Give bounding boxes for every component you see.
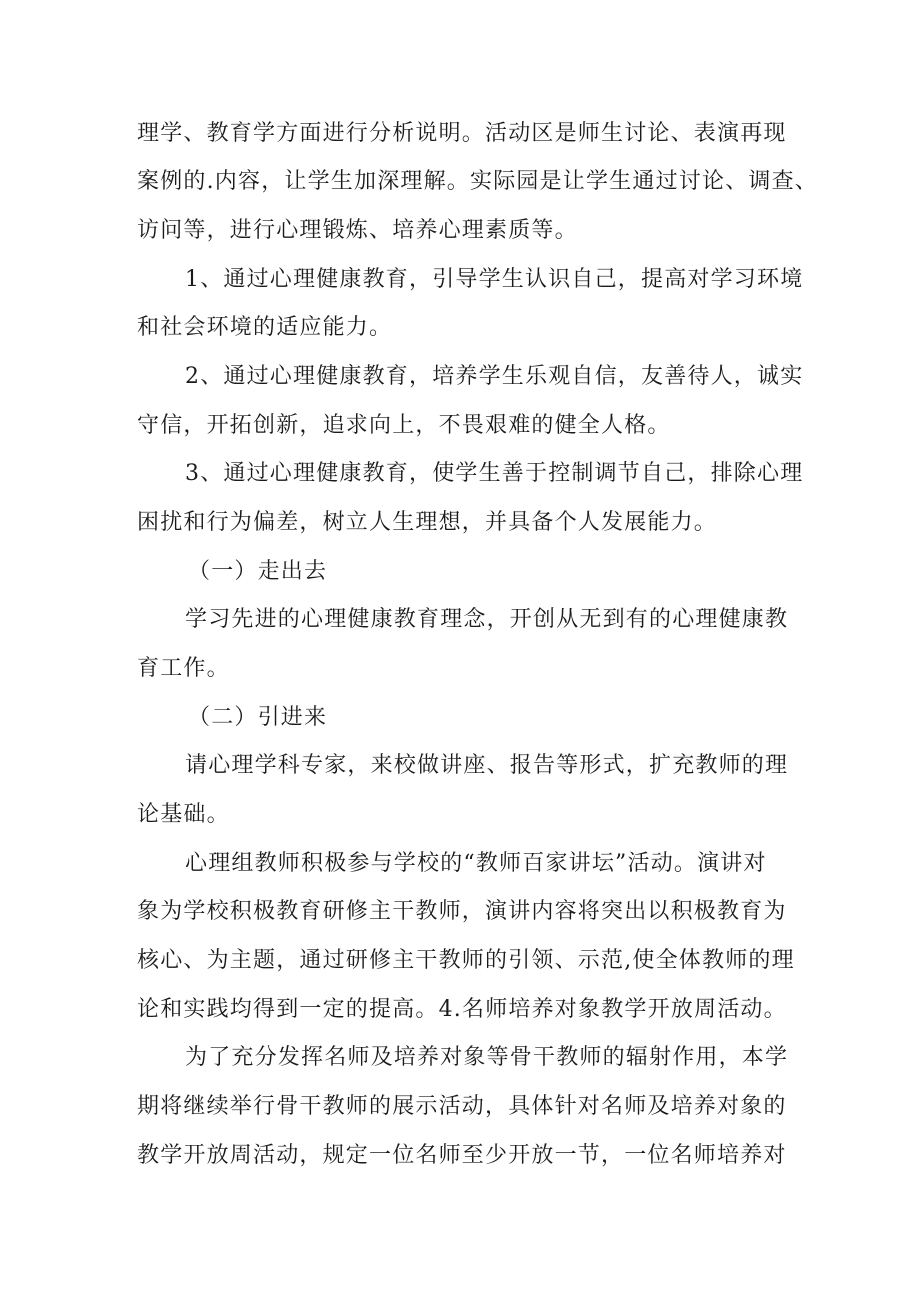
text-line: 核心、为主题，通过研修主干教师的引领、示范,使全体教师的理 xyxy=(137,948,795,973)
text-line: 教学开放周活动，规定一位名师至少开放一节，一位名师培养对 xyxy=(137,1143,787,1168)
text-line: 为了充分发挥名师及培养对象等骨干教师的辐射作用，本学 xyxy=(185,1045,789,1070)
text-line: 请心理学科专家，来校做讲座、报告等形式，扩充教师的理 xyxy=(185,753,789,778)
text-line: 育工作。 xyxy=(137,656,230,681)
section-heading: （二）引进来 xyxy=(188,705,328,730)
text-line: 期将继续举行骨干教师的展示活动，具体针对名师及培养对象的 xyxy=(137,1094,787,1119)
text-line: 象为学校积极教育研修主干教师，演讲内容将突出以积极教育为 xyxy=(137,899,787,924)
text-line: 心理组教师积极参与学校的“教师百家讲坛”活动。演讲对 xyxy=(185,851,767,876)
text-line: 2、通过心理健康教育，培养学生乐观自信，友善待人，诚实 xyxy=(185,364,804,389)
text-line: 论和实践均得到一定的提高。4.名师培养对象教学开放周活动。 xyxy=(137,997,787,1022)
text-line: 理学、教育学方面进行分析说明。活动区是师生讨论、表演再现 xyxy=(137,121,787,146)
text-line: 案例的.内容，让学生加深理解。实际园是让学生通过讨论、调查、 xyxy=(137,169,818,194)
text-line: 守信，开拓创新，追求向上，不畏艰难的健全人格。 xyxy=(137,413,671,438)
text-line: 学习先进的心理健康教育理念，开创从无到有的心理健康教 xyxy=(185,607,789,632)
text-line: 1、通过心理健康教育，引导学生认识自己，提高对学习环境 xyxy=(185,267,804,292)
text-line: 困扰和行为偏差，树立人生理想，并具备个人发展能力。 xyxy=(137,510,718,535)
text-line: 访问等，进行心理锻炼、培养心理素质等。 xyxy=(137,218,578,243)
text-line: 论基础。 xyxy=(137,802,230,827)
text-line: 和社会环境的适应能力。 xyxy=(137,315,393,340)
text-line: 3、通过心理健康教育，使学生善于控制调节自己，排除心理 xyxy=(185,461,804,486)
section-heading: （一）走出去 xyxy=(188,559,328,584)
